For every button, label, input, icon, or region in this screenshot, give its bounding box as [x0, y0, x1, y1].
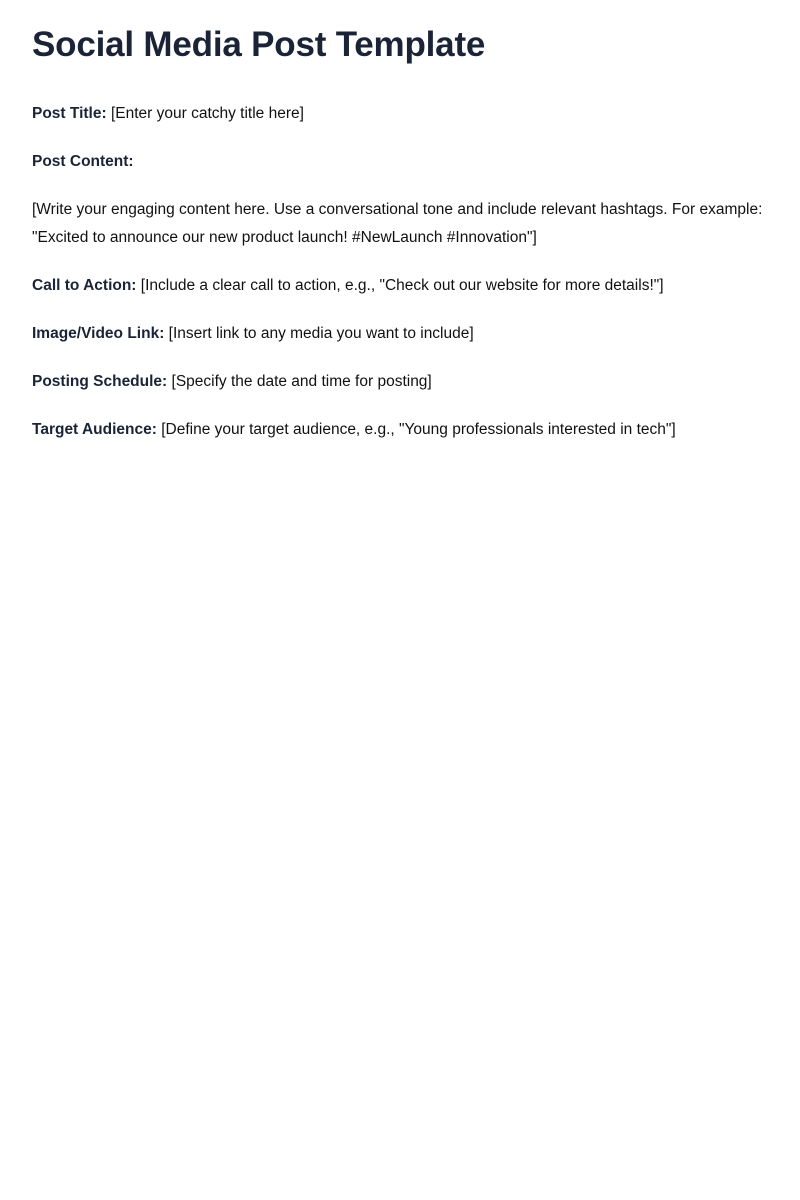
- target-audience-value: [Define your target audience, e.g., "Young professionals interested in tech"]: [161, 421, 676, 438]
- post-title-field: [32, 100, 768, 128]
- posting-schedule-label: Posting Schedule:: [32, 373, 168, 390]
- post-content-label: Post Content:: [32, 153, 134, 170]
- media-link-field: [32, 320, 768, 348]
- post-content-value: [Write your engaging content here. Use a conversational tone and include relevant hashtags. For example: "Excited to announce our new product launch! #NewLaunch #Innovation"]: [32, 201, 763, 246]
- post-title-label: Post Title:: [32, 105, 107, 122]
- target-audience-label: Target Audience:: [32, 421, 157, 438]
- posting-schedule-value: [Specify the date and time for posting]: [171, 373, 432, 390]
- post-title-value: [Enter your catchy title here]: [110, 105, 304, 122]
- page-title: Social Media Post Template: [32, 25, 486, 64]
- media-link-value: [Insert link to any media you want to include]: [168, 325, 474, 342]
- target-audience-field: [32, 416, 768, 444]
- template-fields: [32, 100, 768, 444]
- call-to-action-value: [Include a clear call to action, e.g., "Check out our website for more details!"]: [140, 277, 664, 294]
- call-to-action-field: [32, 272, 768, 300]
- post-content-field: [32, 148, 768, 176]
- posting-schedule-field: [32, 368, 768, 396]
- call-to-action-label: Call to Action:: [32, 277, 137, 294]
- media-link-label: Image/Video Link:: [32, 325, 165, 342]
